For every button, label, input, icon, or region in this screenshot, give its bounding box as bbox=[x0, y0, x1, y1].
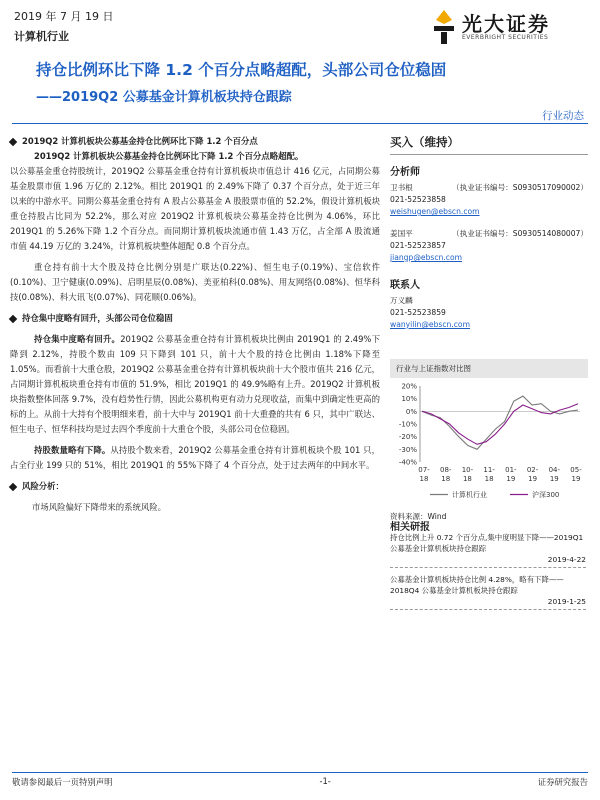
x-tick-label: 18 bbox=[462, 475, 472, 483]
diamond-bullet-icon bbox=[9, 482, 17, 490]
logo-subtitle: EVERBRIGHT SECURITIES bbox=[462, 34, 549, 41]
x-tick-label: 04- bbox=[548, 466, 561, 474]
contact-heading: 联系人 bbox=[390, 280, 420, 291]
analyst-2 bbox=[390, 228, 588, 264]
related-report-2-text: 公募基金计算机板块持仓比例 4.28%，略有下降——2018Q4 公募基金计算机板块持仓跟踪 bbox=[390, 575, 564, 595]
report-title: 持仓比例环比下降 1.2 个百分点略超配，头部公司仓位稳固 bbox=[36, 61, 447, 79]
section-1-paragraph-1: 以公募基金重仓持股统计，2019Q2 公募基金重仓持有计算机板块市值总计 416 亿元，占同期公募基金股票市值 1.96 万亿的 2.12%。相比 2019Q1 的 2.49%下降了 0.37 个百分点，处于近三年以来的中游水平。同期公募基金重仓持有 A 股占公募基金 A 股股票市值的 52.2%，假设计算机板块重仓持股占比同为 52.2%，那么对应 2019Q2 计算机板块公募基金持仓比例为 4.06%，环比 2019Q1 的 5.26%下降 1.2 个百分点。而同期计算机板块流通市值 1.43 万亿，占全部 A 股流通市值 44.19 万亿的 3.24%，计算机板块整体超配 0.8 个百分点。 bbox=[10, 166, 380, 251]
y-tick-label: 10% bbox=[401, 395, 417, 404]
x-tick-label: 02- bbox=[526, 466, 539, 474]
x-tick-label: 19 bbox=[506, 475, 516, 483]
logo-mark-icon bbox=[430, 10, 458, 44]
x-tick-label: 18 bbox=[441, 475, 451, 483]
page-footer bbox=[12, 772, 588, 788]
y-tick-label: -10% bbox=[398, 420, 417, 429]
related-reports-heading: 相关研报 bbox=[390, 522, 430, 533]
analyst-2-email[interactable]: jiangp@ebscn.com bbox=[390, 253, 462, 262]
y-tick-label: 0% bbox=[405, 407, 417, 416]
related-report-1[interactable] bbox=[390, 532, 586, 568]
y-tick-label: -30% bbox=[398, 445, 417, 454]
everbright-logo bbox=[430, 8, 590, 48]
chart-svg bbox=[390, 378, 588, 504]
related-reports bbox=[390, 532, 586, 616]
x-tick-label: 18 bbox=[484, 475, 494, 483]
report-subtitle: ——2019Q2 公募基金计算机板块持仓跟踪 bbox=[36, 90, 292, 105]
analyst-1 bbox=[390, 182, 588, 218]
legend-label-2: 沪深300 bbox=[532, 491, 560, 499]
series-line-1 bbox=[422, 396, 578, 449]
related-report-2-date: 2019-1-25 bbox=[547, 597, 586, 606]
analyst-1-cert: （执业证书编号：S0930517090002） bbox=[452, 183, 588, 192]
section-2-paragraph-2: 持股数量略有下降。从持股个数来看，2019Q2 公募基金重仓持有计算机板块个股 101 只，占全行业 199 只的 51%，相比 2019Q1 的 55%下降了 4 个百分点，处于过去两年的中间水平。 bbox=[10, 445, 380, 470]
industry-label: 计算机行业 bbox=[14, 30, 69, 43]
page-number: -1- bbox=[319, 776, 331, 786]
diamond-bullet-icon bbox=[9, 137, 17, 145]
report-date: 2019 年 7 月 19 日 bbox=[14, 10, 114, 23]
x-tick-label: 08- bbox=[439, 466, 452, 474]
x-tick-label: 19 bbox=[571, 475, 581, 483]
contact-email[interactable]: wanyilin@ebscn.com bbox=[390, 320, 470, 329]
comparison-chart bbox=[390, 359, 588, 521]
chart-title: 行业与上证指数对比图 bbox=[390, 359, 588, 378]
analyst-1-email[interactable]: weishugen@ebscn.com bbox=[390, 207, 480, 216]
analyst-2-phone: 021-52523857 bbox=[390, 241, 446, 250]
contact-name: 万义麟 bbox=[390, 296, 413, 305]
x-tick-label: 19 bbox=[528, 475, 538, 483]
x-tick-label: 05- bbox=[570, 466, 582, 474]
chart-source: 资料来源：Wind bbox=[390, 512, 447, 521]
analyst-1-phone: 021-52523858 bbox=[390, 195, 446, 204]
report-type-tag: 行业动态 bbox=[542, 110, 584, 122]
section-1-lead: 2019Q2 计算机板块公募基金持仓比例环比下降 1.2 个百分点略超配。 bbox=[34, 151, 304, 161]
analyst-heading: 分析师 bbox=[390, 167, 420, 178]
section-2-paragraph-1: 持仓集中度略有回升。2019Q2 公募基金重仓持有计算机板块比例由 2019Q1 的 2.49%下降到 2.12%，持股个数由 109 只下降到 101 只，前十大个股的持仓比例由 1.18%下降至 1.05%。而看前十大重仓股，2019Q2 公募基金重仓持有计算机板块前十大个股市值共 216 亿元，占同期计算机板块重仓持有市值的 51.9%，相比 2019Q1 的 49.9%略有上升。2019Q2 计算机板块指数整体回落 9.7%，没有趋势性行情，因此公募机构更有动力兑现收益，而集中到确定性更高的标的上。从前十大持有个股明细来看，前十大中与 2019Q1 前十大重叠的共有 6 只，其中广联达、恒生电子、恒华科技均是过去四个季度前十大重仓个股，头部公司仓位稳固。 bbox=[10, 334, 380, 434]
related-report-1-text: 持仓比例上升 0.72 个百分点,集中度明显下降——2019Q1 公募基金计算机板块持仓跟踪 bbox=[390, 533, 584, 553]
analyst-1-name: 卫书根 bbox=[390, 183, 413, 192]
section-1-paragraph-2: 重仓持有前十大个股及持仓比例分别是广联达(0.22%)、恒生电子(0.19%)、宝信软件(0.10%)、卫宁健康(0.09%)、启明星辰(0.08%)、美亚柏科(0.08%)、用友网络(0.08%)、恒华科技(0.08%)、科大讯飞(0.07%)、同花顺(0.06%)。 bbox=[10, 262, 380, 302]
analyst-2-name: 姜国平 bbox=[390, 229, 413, 238]
x-tick-label: 19 bbox=[549, 475, 559, 483]
contact bbox=[390, 295, 588, 331]
legend-label-1: 计算机行业 bbox=[452, 491, 487, 499]
related-report-1-date: 2019-4-22 bbox=[547, 555, 586, 564]
section-2-heading: 持仓集中度略有回升，头部公司仓位稳固 bbox=[10, 311, 380, 326]
diamond-bullet-icon bbox=[9, 314, 17, 322]
x-tick-label: 07- bbox=[418, 466, 430, 474]
y-tick-label: -40% bbox=[398, 458, 417, 467]
y-tick-label: -20% bbox=[398, 433, 417, 442]
x-tick-label: 18 bbox=[419, 475, 429, 483]
contact-phone: 021-52523859 bbox=[390, 308, 446, 317]
section-2-lead: 持仓集中度略有回升。 bbox=[34, 334, 121, 344]
risk-text: 市场风险偏好下降带来的系统风险。 bbox=[32, 502, 166, 512]
logo-name: 光大证券 bbox=[462, 12, 550, 36]
footer-disclaimer: 敬请参阅最后一页特别声明 bbox=[12, 777, 113, 787]
analyst-2-cert: （执业证书编号：S0930514080007） bbox=[452, 229, 588, 238]
x-tick-label: 01- bbox=[505, 466, 517, 474]
related-report-2[interactable] bbox=[390, 574, 586, 610]
sidebar bbox=[390, 134, 588, 331]
footer-label: 证券研究报告 bbox=[537, 777, 588, 787]
header-divider bbox=[12, 123, 588, 124]
section-3-heading: 风险分析： bbox=[10, 479, 380, 494]
x-tick-label: 11- bbox=[483, 466, 495, 474]
series-line-2 bbox=[422, 404, 578, 445]
y-tick-label: 20% bbox=[401, 382, 417, 391]
x-tick-label: 10- bbox=[461, 466, 474, 474]
main-body bbox=[10, 134, 380, 515]
rating: 买入（维持） bbox=[390, 134, 588, 155]
section-2-lead-2: 持股数量略有下降。 bbox=[34, 445, 111, 455]
section-1-heading: 2019Q2 计算机板块公募基金持仓比例环比下降 1.2 个百分点 bbox=[10, 134, 380, 149]
